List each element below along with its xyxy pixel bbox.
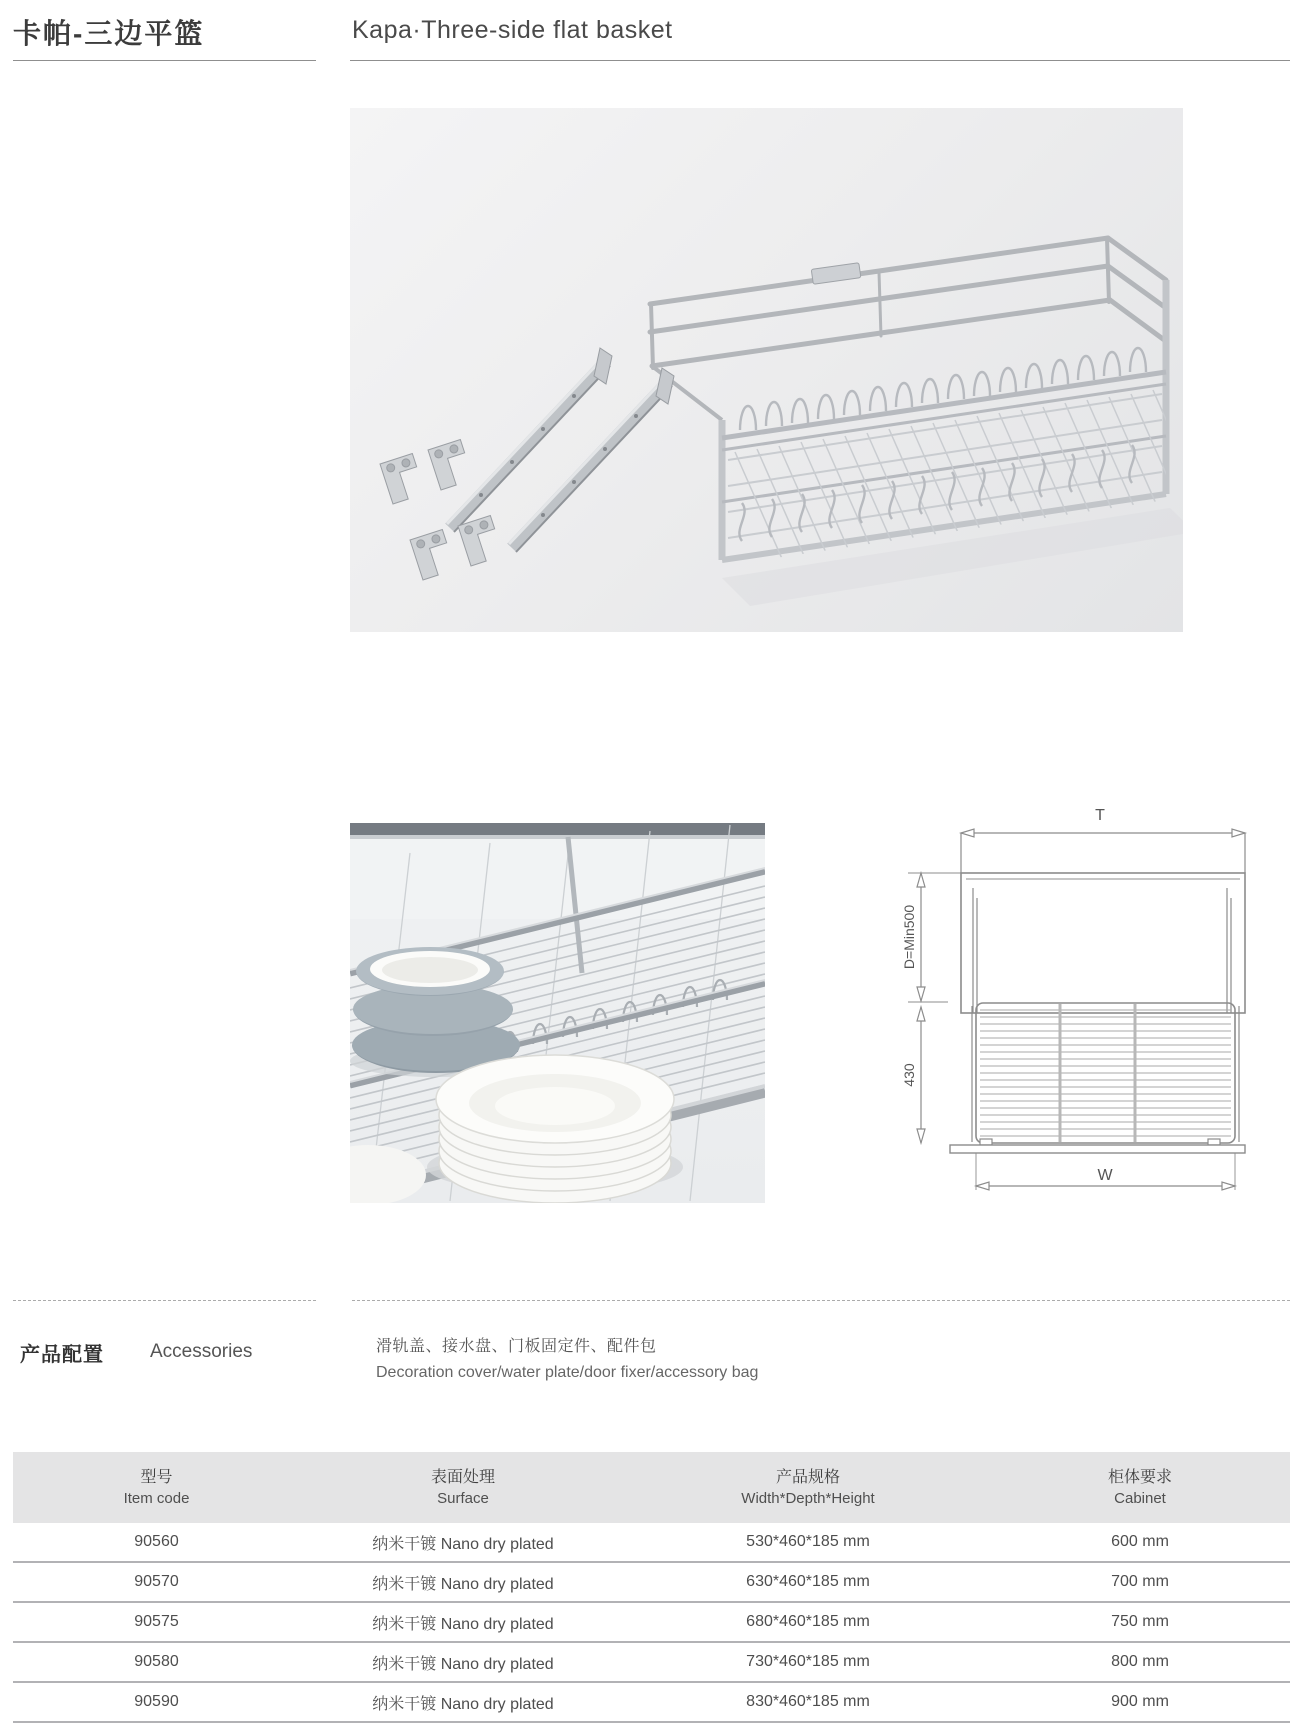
header-spec: 产品规格 Width*Depth*Height bbox=[741, 1468, 875, 1507]
dashed-separator-right bbox=[352, 1300, 1290, 1301]
table-row bbox=[13, 1603, 1290, 1643]
item-code: 90580 bbox=[134, 1653, 179, 1670]
item-code: 90590 bbox=[134, 1693, 179, 1710]
table-row bbox=[13, 1643, 1290, 1683]
plate-stack bbox=[427, 1055, 683, 1203]
surface: 纳米干镀 Nano dry plated bbox=[372, 1695, 554, 1713]
detail-photo-dishes bbox=[350, 823, 765, 1203]
spec: 630*460*185 mm bbox=[746, 1573, 870, 1590]
basket-back-rails bbox=[650, 238, 1110, 368]
dishes-illustration bbox=[350, 823, 765, 1203]
cabinet: 750 mm bbox=[1111, 1613, 1169, 1630]
bowl-stack bbox=[350, 947, 520, 1077]
title-underline-left bbox=[13, 60, 316, 61]
page-title-english: Kapa·Three-side flat basket bbox=[352, 16, 673, 44]
spec: 680*460*185 mm bbox=[746, 1613, 870, 1630]
cabinet: 600 mm bbox=[1111, 1533, 1169, 1550]
surface: 纳米干镀 Nano dry plated bbox=[372, 1535, 554, 1553]
basket-right-rails bbox=[1108, 238, 1167, 342]
item-code: 90570 bbox=[134, 1573, 179, 1590]
cabinet-edge bbox=[350, 823, 765, 835]
surface: 纳米干镀 Nano dry plated bbox=[372, 1575, 554, 1593]
header-item-code: 型号 Item code bbox=[123, 1468, 190, 1507]
accessories-desc-english: Decoration cover/water plate/door fixer/accessory bag bbox=[376, 1364, 759, 1381]
surface: 纳米干镀 Nano dry plated bbox=[372, 1615, 554, 1633]
basket-shadow bbox=[722, 508, 1183, 606]
spec: 530*460*185 mm bbox=[746, 1533, 870, 1550]
page-title-chinese: 卡帕-三边平篮 bbox=[13, 18, 205, 49]
spec: 730*460*185 mm bbox=[746, 1653, 870, 1670]
title-underline-right bbox=[350, 60, 1290, 61]
dimension-diagram bbox=[888, 798, 1268, 1198]
item-code: 90560 bbox=[134, 1533, 179, 1550]
accessories-label-chinese: 产品配置 bbox=[20, 1344, 104, 1366]
dim-label-depth: D=Min500 bbox=[901, 904, 917, 970]
dim-label-430: 430 bbox=[901, 1063, 917, 1087]
header-cabinet: 柜体要求 Cabinet bbox=[1107, 1468, 1172, 1507]
cabinet-edge-highlight bbox=[350, 835, 765, 839]
table-row bbox=[13, 1563, 1290, 1603]
brand-logo-plate bbox=[811, 263, 861, 285]
dim-label-T: T bbox=[1095, 807, 1105, 824]
item-code: 90575 bbox=[134, 1613, 179, 1630]
main-product-photo bbox=[350, 108, 1183, 632]
spec: 830*460*185 mm bbox=[746, 1693, 870, 1710]
accessories-label-english: Accessories bbox=[150, 1341, 253, 1362]
cabinet: 700 mm bbox=[1111, 1573, 1169, 1590]
basket-illustration bbox=[350, 108, 1183, 632]
mounting-brackets bbox=[380, 439, 503, 579]
photo-backdrop bbox=[350, 839, 765, 919]
cabinet: 900 mm bbox=[1111, 1693, 1169, 1710]
dim-label-W: W bbox=[1097, 1167, 1113, 1184]
surface: 纳米干镀 Nano dry plated bbox=[372, 1655, 554, 1673]
accessories-desc-chinese: 滑轨盖、接水盘、门板固定件、配件包 bbox=[376, 1338, 657, 1355]
table-row bbox=[13, 1683, 1290, 1723]
dashed-separator-left bbox=[13, 1300, 316, 1301]
header-surface: 表面处理 Surface bbox=[430, 1468, 495, 1507]
cabinet: 800 mm bbox=[1111, 1653, 1169, 1670]
partial-dish bbox=[350, 1145, 426, 1203]
table-row bbox=[13, 1523, 1290, 1563]
spec-table-header bbox=[13, 1452, 1290, 1523]
spec-table bbox=[13, 1452, 1290, 1723]
